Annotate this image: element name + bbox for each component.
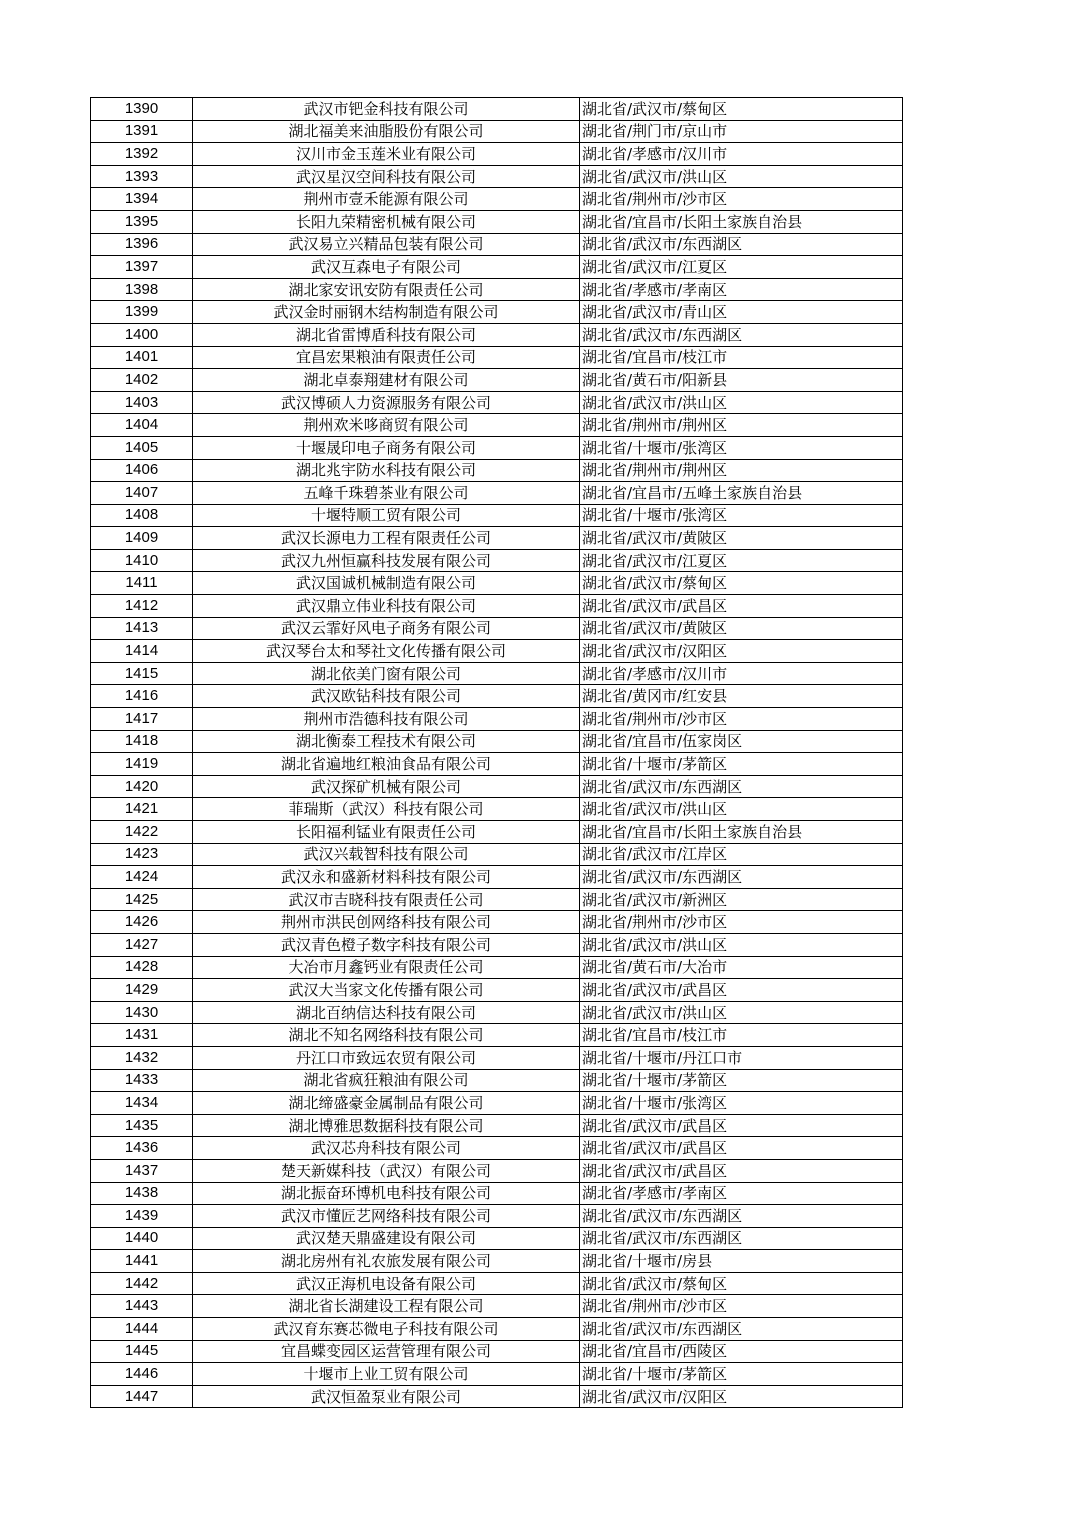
company-name: 湖北依美门窗有限公司 — [193, 662, 580, 685]
table-row — [91, 233, 903, 256]
region-path: 湖北省/武汉市/洪山区 — [580, 165, 903, 188]
company-name: 湖北卓泰翔建材有限公司 — [193, 369, 580, 392]
table-row — [91, 685, 903, 708]
company-name: 湖北不知名网络科技有限公司 — [193, 1024, 580, 1047]
region-path: 湖北省/武汉市/江夏区 — [580, 256, 903, 279]
region-path: 湖北省/宜昌市/伍家岗区 — [580, 730, 903, 753]
region-path: 湖北省/荆州市/荆州区 — [580, 414, 903, 437]
company-name: 武汉兴载智科技有限公司 — [193, 843, 580, 866]
company-name: 湖北省疯狂粮油有限公司 — [193, 1069, 580, 1092]
table-row — [91, 527, 903, 550]
row-number: 1396 — [91, 233, 193, 256]
row-number: 1416 — [91, 685, 193, 708]
table-row — [91, 933, 903, 956]
table-row — [91, 1385, 903, 1408]
row-number: 1432 — [91, 1046, 193, 1069]
row-number: 1398 — [91, 278, 193, 301]
company-name: 武汉欧钻科技有限公司 — [193, 685, 580, 708]
company-name: 武汉市懂匠艺网络科技有限公司 — [193, 1205, 580, 1228]
row-number: 1437 — [91, 1159, 193, 1182]
row-number: 1424 — [91, 866, 193, 889]
table-row — [91, 1363, 903, 1386]
row-number: 1411 — [91, 572, 193, 595]
company-name: 湖北家安讯安防有限责任公司 — [193, 278, 580, 301]
table-row — [91, 1092, 903, 1115]
table-row — [91, 278, 903, 301]
company-name: 武汉育东赛芯微电子科技有限公司 — [193, 1318, 580, 1341]
row-number: 1418 — [91, 730, 193, 753]
region-path: 湖北省/荆州市/荆州区 — [580, 459, 903, 482]
region-path: 湖北省/武汉市/东西湖区 — [580, 1205, 903, 1228]
company-name: 湖北省长湖建设工程有限公司 — [193, 1295, 580, 1318]
company-name: 湖北振奋环博机电科技有限公司 — [193, 1182, 580, 1205]
region-path: 湖北省/武汉市/东西湖区 — [580, 866, 903, 889]
region-path: 湖北省/武汉市/黄陂区 — [580, 617, 903, 640]
company-name: 武汉国诚机械制造有限公司 — [193, 572, 580, 595]
region-path: 湖北省/武汉市/新洲区 — [580, 888, 903, 911]
table-row — [91, 165, 903, 188]
region-path: 湖北省/黄冈市/红安县 — [580, 685, 903, 708]
table-row — [91, 1250, 903, 1273]
company-name: 武汉芯舟科技有限公司 — [193, 1137, 580, 1160]
region-path: 湖北省/孝感市/孝南区 — [580, 278, 903, 301]
table-row — [91, 888, 903, 911]
row-number: 1443 — [91, 1295, 193, 1318]
company-name: 武汉琴台太和琴社文化传播有限公司 — [193, 640, 580, 663]
region-path: 湖北省/孝感市/孝南区 — [580, 1182, 903, 1205]
company-name: 湖北福美来油脂股份有限公司 — [193, 120, 580, 143]
table-row — [91, 798, 903, 821]
row-number: 1430 — [91, 1001, 193, 1024]
table-row — [91, 1272, 903, 1295]
table-row — [91, 98, 903, 121]
row-number: 1401 — [91, 346, 193, 369]
region-path: 湖北省/孝感市/汉川市 — [580, 143, 903, 166]
region-path: 湖北省/武汉市/东西湖区 — [580, 1227, 903, 1250]
region-path: 湖北省/武汉市/江夏区 — [580, 549, 903, 572]
table-row — [91, 730, 903, 753]
company-name: 大冶市月鑫钙业有限责任公司 — [193, 956, 580, 979]
company-name: 宜昌蝶变园区运营管理有限公司 — [193, 1340, 580, 1363]
row-number: 1440 — [91, 1227, 193, 1250]
region-path: 湖北省/武汉市/东西湖区 — [580, 1318, 903, 1341]
row-number: 1445 — [91, 1340, 193, 1363]
row-number: 1407 — [91, 482, 193, 505]
table-row — [91, 956, 903, 979]
company-name: 武汉易立兴精品包装有限公司 — [193, 233, 580, 256]
region-path: 湖北省/黄石市/大冶市 — [580, 956, 903, 979]
region-path: 湖北省/荆州市/沙市区 — [580, 1295, 903, 1318]
company-name: 十堰特顺工贸有限公司 — [193, 504, 580, 527]
region-path: 湖北省/宜昌市/枝江市 — [580, 346, 903, 369]
region-path: 湖北省/武汉市/蔡甸区 — [580, 572, 903, 595]
table-row — [91, 1046, 903, 1069]
company-name: 武汉楚天鼎盛建设有限公司 — [193, 1227, 580, 1250]
region-path: 湖北省/武汉市/洪山区 — [580, 933, 903, 956]
table-row — [91, 504, 903, 527]
company-name: 武汉博硕人力资源服务有限公司 — [193, 391, 580, 414]
row-number: 1413 — [91, 617, 193, 640]
company-name: 荆州欢米哆商贸有限公司 — [193, 414, 580, 437]
region-path: 湖北省/武汉市/东西湖区 — [580, 233, 903, 256]
region-path: 湖北省/武汉市/东西湖区 — [580, 775, 903, 798]
table-row — [91, 572, 903, 595]
row-number: 1412 — [91, 595, 193, 618]
table-row — [91, 369, 903, 392]
table-row — [91, 662, 903, 685]
row-number: 1431 — [91, 1024, 193, 1047]
row-number: 1420 — [91, 775, 193, 798]
region-path: 湖北省/武汉市/东西湖区 — [580, 323, 903, 346]
region-path: 湖北省/荆州市/沙市区 — [580, 188, 903, 211]
company-name: 武汉探矿机械有限公司 — [193, 775, 580, 798]
region-path: 湖北省/孝感市/汉川市 — [580, 662, 903, 685]
row-number: 1409 — [91, 527, 193, 550]
row-number: 1408 — [91, 504, 193, 527]
row-number: 1423 — [91, 843, 193, 866]
company-name: 湖北房州有礼农旅发展有限公司 — [193, 1250, 580, 1273]
region-path: 湖北省/荆门市/京山市 — [580, 120, 903, 143]
table-row — [91, 1159, 903, 1182]
region-path: 湖北省/十堰市/张湾区 — [580, 436, 903, 459]
company-name: 武汉青色橙子数字科技有限公司 — [193, 933, 580, 956]
table-row — [91, 866, 903, 889]
region-path: 湖北省/武汉市/武昌区 — [580, 979, 903, 1002]
company-name: 武汉大当家文化传播有限公司 — [193, 979, 580, 1002]
table-row — [91, 1182, 903, 1205]
row-number: 1442 — [91, 1272, 193, 1295]
table-row — [91, 979, 903, 1002]
row-number: 1419 — [91, 753, 193, 776]
table-row — [91, 143, 903, 166]
row-number: 1426 — [91, 911, 193, 934]
table-row — [91, 1318, 903, 1341]
company-name: 丹江口市致远农贸有限公司 — [193, 1046, 580, 1069]
row-number: 1429 — [91, 979, 193, 1002]
table-body — [91, 98, 903, 1408]
region-path: 湖北省/武汉市/洪山区 — [580, 798, 903, 821]
region-path: 湖北省/武汉市/江岸区 — [580, 843, 903, 866]
row-number: 1446 — [91, 1363, 193, 1386]
row-number: 1421 — [91, 798, 193, 821]
table-row — [91, 323, 903, 346]
table-row — [91, 256, 903, 279]
region-path: 湖北省/武汉市/蔡甸区 — [580, 98, 903, 121]
company-name: 武汉市吉晓科技有限责任公司 — [193, 888, 580, 911]
row-number: 1427 — [91, 933, 193, 956]
region-path: 湖北省/武汉市/武昌区 — [580, 1137, 903, 1160]
row-number: 1447 — [91, 1385, 193, 1408]
table-row — [91, 210, 903, 233]
table-row — [91, 640, 903, 663]
region-path: 湖北省/武汉市/武昌区 — [580, 1114, 903, 1137]
company-name: 武汉正海机电设备有限公司 — [193, 1272, 580, 1295]
table-row — [91, 617, 903, 640]
region-path: 湖北省/武汉市/汉阳区 — [580, 1385, 903, 1408]
region-path: 湖北省/武汉市/蔡甸区 — [580, 1272, 903, 1295]
company-name: 武汉恒盈泵业有限公司 — [193, 1385, 580, 1408]
region-path: 湖北省/十堰市/茅箭区 — [580, 753, 903, 776]
company-name: 湖北博雅思数据科技有限公司 — [193, 1114, 580, 1137]
table-row — [91, 549, 903, 572]
region-path: 湖北省/宜昌市/长阳土家族自治县 — [580, 821, 903, 844]
company-name: 楚天新媒科技（武汉）有限公司 — [193, 1159, 580, 1182]
row-number: 1402 — [91, 369, 193, 392]
company-name: 湖北兆宇防水科技有限公司 — [193, 459, 580, 482]
table-row — [91, 188, 903, 211]
table-row — [91, 595, 903, 618]
region-path: 湖北省/武汉市/青山区 — [580, 301, 903, 324]
company-name: 湖北衡泰工程技术有限公司 — [193, 730, 580, 753]
row-number: 1393 — [91, 165, 193, 188]
region-path: 湖北省/宜昌市/五峰土家族自治县 — [580, 482, 903, 505]
region-path: 湖北省/十堰市/房县 — [580, 1250, 903, 1273]
row-number: 1403 — [91, 391, 193, 414]
table-row — [91, 753, 903, 776]
region-path: 湖北省/武汉市/洪山区 — [580, 391, 903, 414]
table-row — [91, 414, 903, 437]
company-name: 武汉云霏好风电子商务有限公司 — [193, 617, 580, 640]
row-number: 1438 — [91, 1182, 193, 1205]
row-number: 1406 — [91, 459, 193, 482]
company-name: 湖北缔盛豪金属制品有限公司 — [193, 1092, 580, 1115]
table-row — [91, 843, 903, 866]
table-row — [91, 301, 903, 324]
company-name: 武汉永和盛新材料科技有限公司 — [193, 866, 580, 889]
row-number: 1414 — [91, 640, 193, 663]
row-number: 1444 — [91, 1318, 193, 1341]
company-name: 武汉金时丽钢木结构制造有限公司 — [193, 301, 580, 324]
table-row — [91, 1295, 903, 1318]
region-path: 湖北省/武汉市/汉阳区 — [580, 640, 903, 663]
region-path: 湖北省/武汉市/武昌区 — [580, 1159, 903, 1182]
table-row — [91, 1114, 903, 1137]
row-number: 1434 — [91, 1092, 193, 1115]
row-number: 1405 — [91, 436, 193, 459]
company-name: 十堰晟印电子商务有限公司 — [193, 436, 580, 459]
table-row — [91, 1024, 903, 1047]
table-row — [91, 821, 903, 844]
row-number: 1439 — [91, 1205, 193, 1228]
company-name: 十堰市上业工贸有限公司 — [193, 1363, 580, 1386]
company-name: 宜昌宏果粮油有限责任公司 — [193, 346, 580, 369]
region-path: 湖北省/武汉市/武昌区 — [580, 595, 903, 618]
table-row — [91, 1137, 903, 1160]
row-number: 1404 — [91, 414, 193, 437]
row-number: 1410 — [91, 549, 193, 572]
table-row — [91, 346, 903, 369]
company-name: 汉川市金玉莲米业有限公司 — [193, 143, 580, 166]
company-name: 湖北省雷博盾科技有限公司 — [193, 323, 580, 346]
row-number: 1436 — [91, 1137, 193, 1160]
table-row — [91, 1205, 903, 1228]
region-path: 湖北省/宜昌市/长阳土家族自治县 — [580, 210, 903, 233]
region-path: 湖北省/黄石市/阳新县 — [580, 369, 903, 392]
company-name: 武汉市钯金科技有限公司 — [193, 98, 580, 121]
region-path: 湖北省/武汉市/黄陂区 — [580, 527, 903, 550]
row-number: 1428 — [91, 956, 193, 979]
company-name: 武汉星汉空间科技有限公司 — [193, 165, 580, 188]
row-number: 1417 — [91, 708, 193, 731]
company-name: 荆州市洪民创网络科技有限公司 — [193, 911, 580, 934]
row-number: 1397 — [91, 256, 193, 279]
company-name: 武汉九州恒赢科技发展有限公司 — [193, 549, 580, 572]
company-name: 湖北省遍地红粮油食品有限公司 — [193, 753, 580, 776]
region-path: 湖北省/宜昌市/枝江市 — [580, 1024, 903, 1047]
region-path: 湖北省/十堰市/茅箭区 — [580, 1363, 903, 1386]
table-row — [91, 1340, 903, 1363]
table-row — [91, 775, 903, 798]
row-number: 1399 — [91, 301, 193, 324]
company-name: 长阳九荣精密机械有限公司 — [193, 210, 580, 233]
row-number: 1390 — [91, 98, 193, 121]
company-list-table — [90, 97, 903, 1408]
company-name: 武汉互森电子有限公司 — [193, 256, 580, 279]
region-path: 湖北省/十堰市/张湾区 — [580, 504, 903, 527]
table-row — [91, 1001, 903, 1024]
company-name: 长阳福利锰业有限责任公司 — [193, 821, 580, 844]
company-name: 五峰千珠碧茶业有限公司 — [193, 482, 580, 505]
table-row — [91, 391, 903, 414]
table-row — [91, 459, 903, 482]
row-number: 1392 — [91, 143, 193, 166]
row-number: 1394 — [91, 188, 193, 211]
row-number: 1415 — [91, 662, 193, 685]
company-name: 荆州市浩德科技有限公司 — [193, 708, 580, 731]
company-name: 菲瑞斯（武汉）科技有限公司 — [193, 798, 580, 821]
region-path: 湖北省/荆州市/沙市区 — [580, 708, 903, 731]
table-row — [91, 482, 903, 505]
table-row — [91, 1227, 903, 1250]
table-row — [91, 911, 903, 934]
row-number: 1425 — [91, 888, 193, 911]
region-path: 湖北省/荆州市/沙市区 — [580, 911, 903, 934]
row-number: 1422 — [91, 821, 193, 844]
company-name: 湖北百纳信达科技有限公司 — [193, 1001, 580, 1024]
region-path: 湖北省/十堰市/丹江口市 — [580, 1046, 903, 1069]
row-number: 1433 — [91, 1069, 193, 1092]
region-path: 湖北省/宜昌市/西陵区 — [580, 1340, 903, 1363]
row-number: 1395 — [91, 210, 193, 233]
row-number: 1391 — [91, 120, 193, 143]
table-row — [91, 120, 903, 143]
company-name: 武汉长源电力工程有限责任公司 — [193, 527, 580, 550]
table-row — [91, 436, 903, 459]
region-path: 湖北省/十堰市/茅箭区 — [580, 1069, 903, 1092]
row-number: 1400 — [91, 323, 193, 346]
row-number: 1441 — [91, 1250, 193, 1273]
company-name: 武汉鼎立伟业科技有限公司 — [193, 595, 580, 618]
region-path: 湖北省/武汉市/洪山区 — [580, 1001, 903, 1024]
table-row — [91, 708, 903, 731]
row-number: 1435 — [91, 1114, 193, 1137]
table-row — [91, 1069, 903, 1092]
company-name: 荆州市壹禾能源有限公司 — [193, 188, 580, 211]
region-path: 湖北省/十堰市/张湾区 — [580, 1092, 903, 1115]
